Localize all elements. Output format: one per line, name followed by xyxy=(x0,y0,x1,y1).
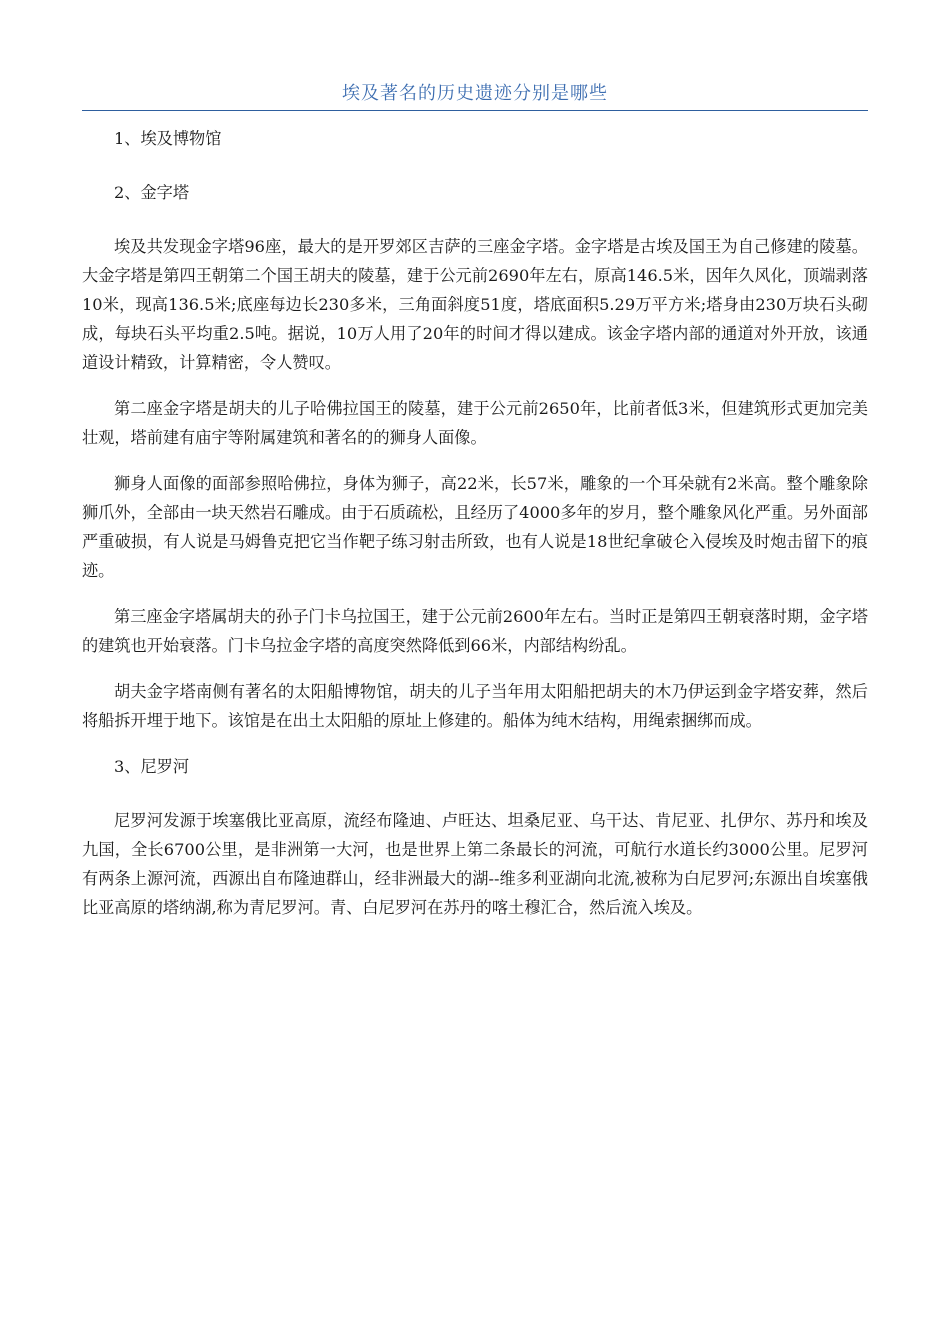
section-heading-pyramids: 2、金字塔 xyxy=(114,183,190,202)
paragraph-second-pyramid: 第二座金字塔是胡夫的儿子哈佛拉国王的陵墓，建于公元前2650年，比前者低3米，但建筑形式更加完美壮观，塔前建有庙宇等附属建筑和著名的的狮身人面像。 xyxy=(82,399,868,447)
paragraph-sphinx: 狮身人面像的面部参照哈佛拉，身体为狮子，高22米，长57米，雕象的一个耳朵就有2米高。整个雕象除狮爪外，全部由一块天然岩石雕成。由于石质疏松，且经历了4000多年的岁月，整个雕象风化严重。另外面部严重破损，有人说是马姆鲁克把它当作靶子练习射击所致，也有人说是18世纪拿破仑入侵埃及时炮击留下的痕迹。 xyxy=(82,474,868,580)
paragraph-solar-boat-museum: 胡夫金字塔南侧有著名的太阳船博物馆，胡夫的儿子当年用太阳船把胡夫的木乃伊运到金字塔安葬，然后将船拆开埋于地下。该馆是在出土太阳船的原址上修建的。船体为纯木结构，用绳索捆绑而成。 xyxy=(82,682,868,730)
page-header xyxy=(82,82,868,111)
paragraph-great-pyramid: 埃及共发现金字塔96座，最大的是开罗郊区吉萨的三座金字塔。金字塔是古埃及国王为自己修建的陵墓。大金字塔是第四王朝第二个国王胡夫的陵墓，建于公元前2690年左右，原高146.5米，因年久风化，顶端剥落10米，现高136.5米;底座每边长230多米，三角面斜度51度，塔底面积5.29万平方米;塔身由230万块石头砌成，每块石头平均重2.5吨。据说，10万人用了20年的时间才得以建成。该金字塔内部的通道对外开放，该通道设计精致，计算精密，令人赞叹。 xyxy=(82,237,868,372)
section-heading-nile: 3、尼罗河 xyxy=(114,757,190,776)
section-heading-museum: 1、埃及博物馆 xyxy=(114,129,222,148)
page-title: 埃及著名的历史遗迹分别是哪些 xyxy=(342,83,608,104)
document-body xyxy=(82,124,868,922)
paragraph-nile: 尼罗河发源于埃塞俄比亚高原，流经布隆迪、卢旺达、坦桑尼亚、乌干达、肯尼亚、扎伊尔、苏丹和埃及九国，全长6700公里，是非洲第一大河，也是世界上第二条最长的河流，可航行水道长约3000公里。尼罗河有两条上源河流，西源出自布隆迪群山，经非洲最大的湖--维多利亚湖向北流,被称为白尼罗河;东源出自埃塞俄比亚高原的塔纳湖,称为青尼罗河。青、白尼罗河在苏丹的喀土穆汇合，然后流入埃及。 xyxy=(82,811,868,917)
paragraph-third-pyramid: 第三座金字塔属胡夫的孙子门卡乌拉国王，建于公元前2600年左右。当时正是第四王朝衰落时期，金字塔的建筑也开始衰落。门卡乌拉金字塔的高度突然降低到66米，内部结构纷乱。 xyxy=(82,607,868,655)
